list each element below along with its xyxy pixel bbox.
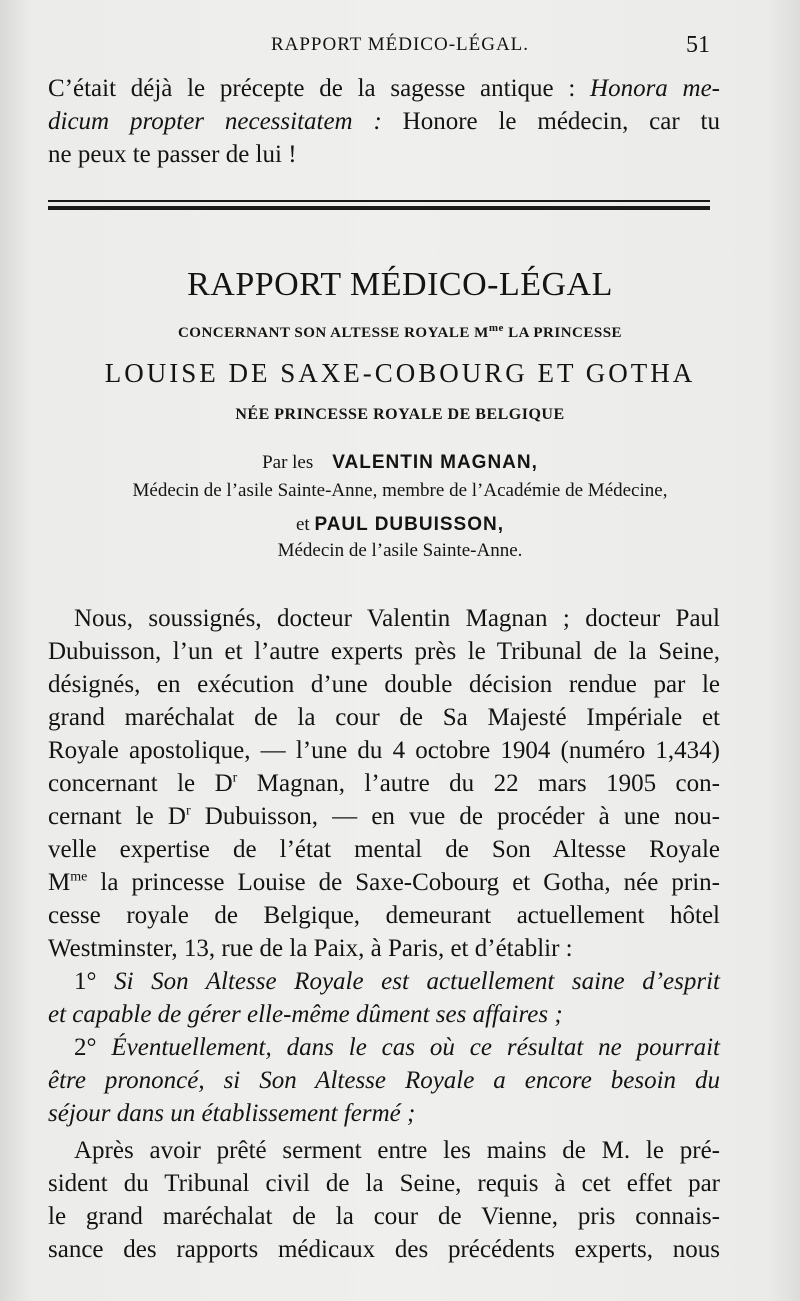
report-subtitle: CONCERNANT SON ALTESSE ROYALE $M^{me}$ LA PRINCESSE — [177, 322, 623, 341]
page-number: 51 — [686, 32, 710, 58]
author-affiliation-2: Médecin de l’asile Sainte-Anne. — [277, 540, 523, 561]
intro-paragraph: C’était déjà le précepte de la sagesse antique : Honora me- dicum propter necessitatem : Honore le médecin, car tu ne peux te passer de lui ! — [48, 75, 720, 168]
princess-birth-title: NÉE PRINCESSE ROYALE DE BELGIQUE — [235, 406, 565, 423]
author-line-1: Par les VALENTIN MAGNAN, — [262, 452, 538, 473]
question-2: 2° Éventuellement, dans le cas où ce résultat ne pourrait — [74, 1034, 720, 1061]
running-head — [0, 28, 800, 58]
body-paragraph-2: Après avoir prêté serment entre les mains de M. le pré- sident du Tribunal civil de la Seine, requis à cet effet par le grand maréchalat de la cour de Vienne, pris connais- sance des rapports médicaux des précédents experts, nous — [48, 1137, 720, 1263]
author-name-dubuisson: PAUL DUBUISSON, — [314, 514, 504, 535]
author-name-magnan: VALENTIN MAGNAN, — [332, 452, 538, 473]
section-rule-thin — [48, 200, 710, 202]
author-line-2: et PAUL DUBUISSON, — [295, 514, 504, 535]
report-title: RAPPORT MÉDICO-LÉGAL — [187, 266, 613, 303]
question-1: 1° Si Son Altesse Royale est actuellement saine d’esprit — [74, 968, 720, 995]
running-title: RAPPORT MÉDICO-LÉGAL. — [270, 34, 530, 55]
question-list: 1° Si Son Altesse Royale est actuellement saine d’esprit et capable de gérer elle-même dûment ses affaires ; 2° Éventuellement, dans le cas où ce résultat ne pourrait être prononcé, si Son Altesse Royale a encore besoin du séjour dans un établissement fermé ; — [48, 965, 720, 1130]
section-rule-thick — [48, 206, 710, 210]
author-affiliation-1: Médecin de l’asile Sainte-Anne, membre de l’Académie de Médecine, — [132, 480, 668, 501]
princess-name: LOUISE DE SAXE-COBOURG ET GOTHA — [104, 358, 696, 388]
body-paragraph-1: Nous, soussignés, docteur Valentin Magnan ; docteur Paul Dubuisson, l’un et l’autre experts près le Tribunal de la Seine, désignés, en exécution d’une double décision rendue par le grand maréchalat de la cour de Sa Majesté Impériale et Royale apostolique, — l’une du 4 octobre 1904 (numéro 1,434) concernant le $D^r$ Magnan, l’autre du 22 mars 1905 con- cernant le $D^r$ Dubuisson, — en vue de procéder à une nou- velle expertise de l’état mental de Son Altesse Royale $M^{me}$ la princesse Louise de Saxe-Cobourg et Gotha, née prin- cesse royale de Belgique, demeurant actuellement hôtel Westminster, 13, rue de la Paix, à Paris, et d’établir : — [48, 605, 720, 962]
